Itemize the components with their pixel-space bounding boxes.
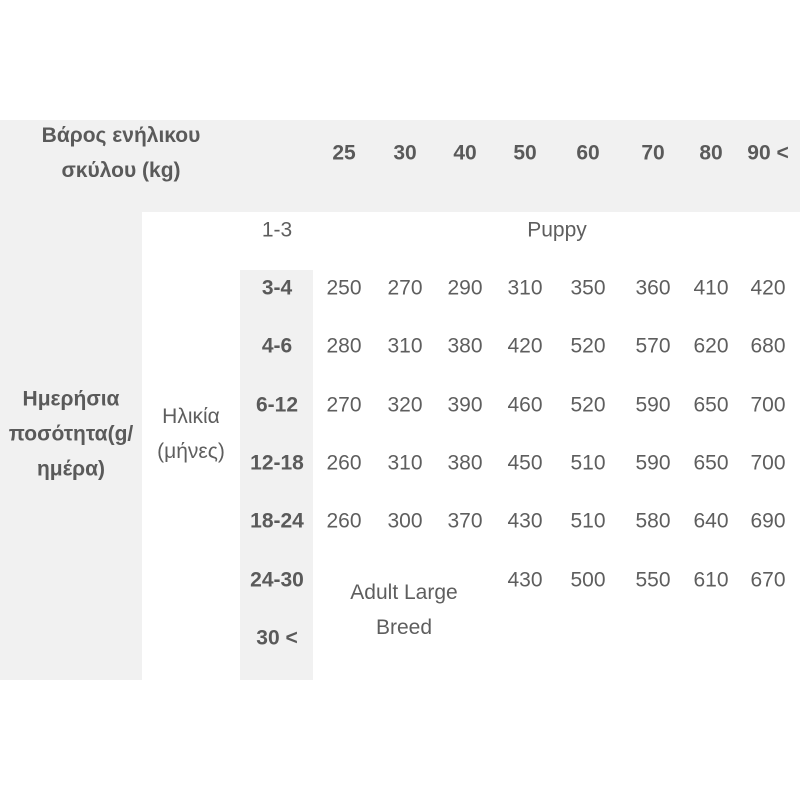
table-cell: 310 bbox=[387, 334, 423, 358]
table-cell: 360 bbox=[635, 276, 671, 300]
table-cell: 610 bbox=[693, 568, 729, 592]
age-cell: 30 < bbox=[256, 626, 298, 650]
table-cell: 680 bbox=[750, 334, 786, 358]
table-cell: 550 bbox=[635, 568, 671, 592]
weight-header: 50 bbox=[513, 141, 537, 165]
table-cell: 580 bbox=[635, 509, 671, 533]
table-cell: 700 bbox=[750, 451, 786, 475]
puppy-label: Puppy bbox=[527, 218, 587, 242]
age-cell: 24-30 bbox=[250, 568, 304, 592]
table-cell: 250 bbox=[326, 276, 362, 300]
table-cell: 650 bbox=[693, 393, 729, 417]
weight-header: 25 bbox=[332, 141, 356, 165]
table-cell: 420 bbox=[750, 276, 786, 300]
table-cell: 460 bbox=[507, 393, 543, 417]
table-cell: 510 bbox=[570, 451, 606, 475]
adult-large-breed-label bbox=[350, 575, 457, 645]
age-months-label bbox=[157, 399, 225, 469]
table-cell: 280 bbox=[326, 334, 362, 358]
table-cell: 410 bbox=[693, 276, 729, 300]
table-cell: 380 bbox=[447, 334, 483, 358]
daily-quantity-line3: ημέρα) bbox=[36, 457, 106, 481]
table-cell: 500 bbox=[570, 568, 606, 592]
age-cell: 3-4 bbox=[261, 276, 293, 300]
table-cell: 270 bbox=[326, 393, 362, 417]
weight-header: 70 bbox=[641, 141, 665, 165]
age-column-background bbox=[240, 270, 313, 680]
age-label-line1: Ηλικία bbox=[162, 405, 220, 428]
table-cell: 370 bbox=[447, 509, 483, 533]
weight-header: 40 bbox=[453, 141, 477, 165]
table-cell: 270 bbox=[387, 276, 423, 300]
table-cell: 640 bbox=[693, 509, 729, 533]
table-cell: 310 bbox=[507, 276, 543, 300]
weight-header: 80 bbox=[699, 141, 723, 165]
weight-header: 90 < bbox=[747, 141, 789, 165]
table-cell: 310 bbox=[387, 451, 423, 475]
table-cell: 450 bbox=[507, 451, 543, 475]
table-cell: 300 bbox=[387, 509, 423, 533]
age-cell: 18-24 bbox=[250, 509, 304, 533]
table-cell: 350 bbox=[570, 276, 606, 300]
table-cell: 670 bbox=[750, 568, 786, 592]
table-cell: 690 bbox=[750, 509, 786, 533]
weight-header: 30 bbox=[393, 141, 417, 165]
table-cell: 390 bbox=[447, 393, 483, 417]
daily-quantity-label bbox=[9, 382, 133, 487]
table-cell: 520 bbox=[570, 393, 606, 417]
table-cell: 420 bbox=[507, 334, 543, 358]
adult-label-line2: Breed bbox=[375, 616, 433, 639]
table-cell: 650 bbox=[693, 451, 729, 475]
daily-quantity-line2: ποσότητα(g/ bbox=[8, 422, 134, 446]
age-cell: 4-6 bbox=[261, 334, 293, 358]
table-cell: 260 bbox=[326, 451, 362, 475]
table-cell: 430 bbox=[507, 509, 543, 533]
adult-weight-header-line2: σκύλου (kg) bbox=[61, 159, 181, 182]
age-label-line2: (μήνες) bbox=[157, 440, 225, 463]
age-cell: 12-18 bbox=[250, 451, 304, 475]
adult-label-line1: Adult Large bbox=[350, 581, 458, 604]
table-cell: 570 bbox=[635, 334, 671, 358]
adult-weight-header bbox=[42, 118, 201, 188]
daily-quantity-line1: Ημερήσια bbox=[22, 387, 120, 411]
puppy-age-cell: 1-3 bbox=[261, 218, 293, 242]
table-cell: 590 bbox=[635, 393, 671, 417]
table-cell: 320 bbox=[387, 393, 423, 417]
table-cell: 700 bbox=[750, 393, 786, 417]
weight-header: 60 bbox=[576, 141, 600, 165]
table-cell: 260 bbox=[326, 509, 362, 533]
table-cell: 430 bbox=[507, 568, 543, 592]
table-cell: 590 bbox=[635, 451, 671, 475]
table-cell: 520 bbox=[570, 334, 606, 358]
age-cell: 6-12 bbox=[255, 393, 299, 417]
table-cell: 510 bbox=[570, 509, 606, 533]
table-cell: 290 bbox=[447, 276, 483, 300]
table-cell: 380 bbox=[447, 451, 483, 475]
adult-weight-header-line1: Βάρος ενήλικου bbox=[41, 124, 201, 147]
table-cell: 620 bbox=[693, 334, 729, 358]
